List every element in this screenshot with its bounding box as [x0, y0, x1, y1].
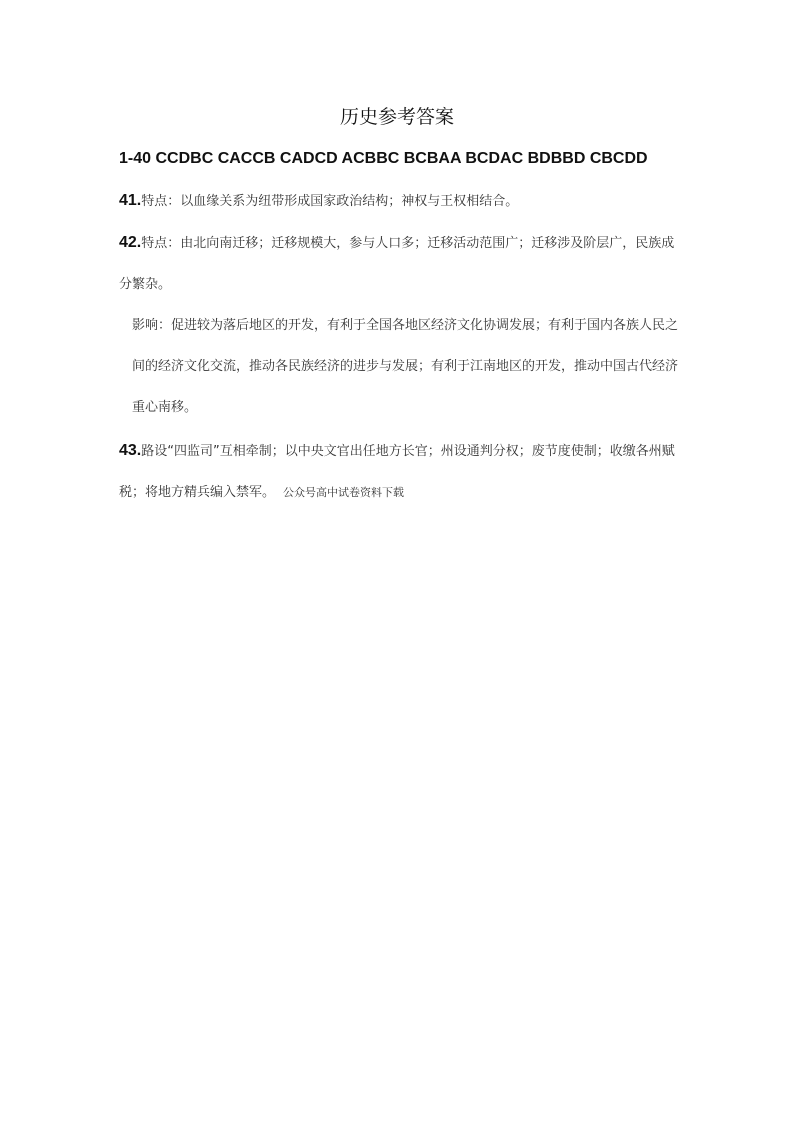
- question-41-text: 特点：以血缘关系为纽带形成国家政治结构；神权与王权相结合。: [141, 194, 519, 209]
- multiple-choice-answers: 1-40 CCDBC CACCB CADCD ACBBC BCBAA BCDAC BDBBD CBCDD: [119, 150, 648, 167]
- page-title: 历史参考答案: [339, 106, 454, 128]
- question-43-number: 43.: [119, 442, 142, 459]
- question-41-answer: [119, 180, 679, 222]
- question-42-feature: 特点：由北向南迁移；迁移规模大，参与人口多；迁移活动范围广；迁移涉及阶层广，民族成分繁杂。: [119, 236, 675, 292]
- question-42-impact: 影响：促进较为落后地区的开发，有利于全国各地区经济文化协调发展；有利于国内各族人民之间的经济文化交流，推动各民族经济的进步与发展；有利于江南地区的开发，推动中国古代经济重心南移。: [132, 318, 679, 415]
- question-42-feature-paragraph: [119, 222, 679, 305]
- question-43-text: 路设“四监司”互相牵制；以中央文官出任地方长官；州设通判分权；废节度使制；收缴各州赋税；将地方精兵编入禁军。: [119, 444, 675, 500]
- question-42-number: 42.: [119, 234, 142, 251]
- question-43-answer: [119, 430, 679, 513]
- question-42-answer: [119, 222, 679, 428]
- watermark-note: 公众号高中试卷资料下载: [283, 486, 405, 499]
- question-41-number: 41.: [119, 192, 142, 209]
